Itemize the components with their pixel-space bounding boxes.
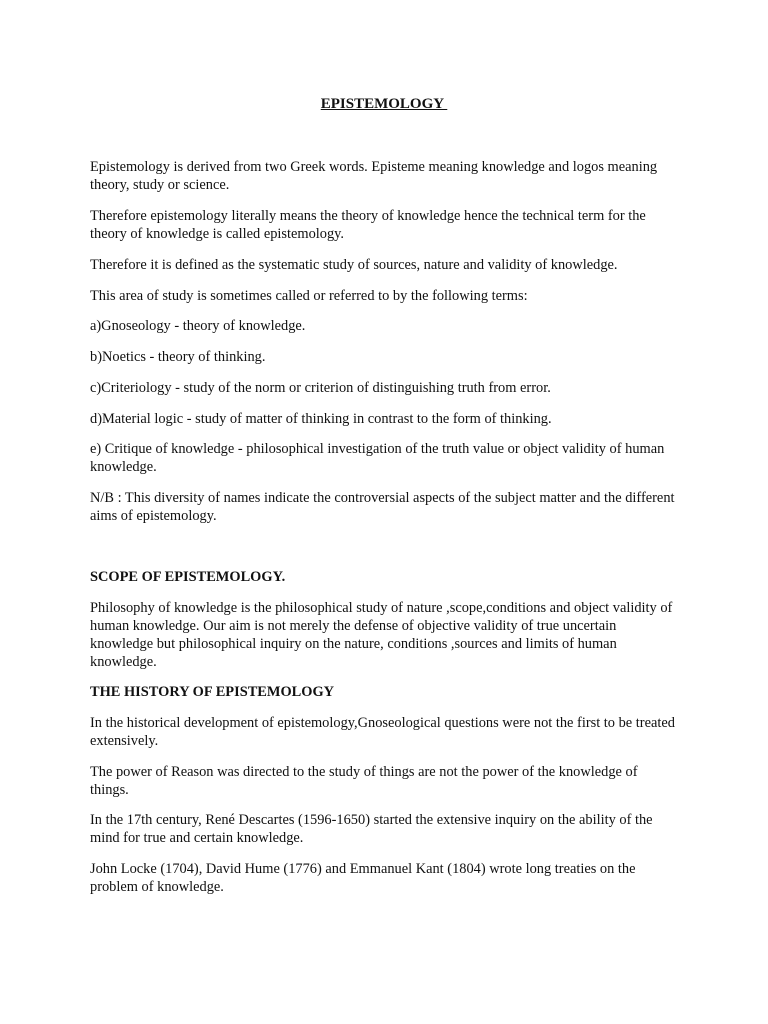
scope-heading: SCOPE OF EPISTEMOLOGY. bbox=[90, 569, 286, 585]
page-title: EPISTEMOLOGY bbox=[320, 96, 448, 112]
term-item-b: b)Noetics - theory of thinking. bbox=[90, 349, 266, 365]
intro-paragraph-2: Therefore epistemology literally means the theory of knowledge hence the technical term for the theory of knowledge is called epistemology. bbox=[90, 208, 646, 242]
history-heading: THE HISTORY OF EPISTEMOLOGY bbox=[90, 684, 335, 700]
intro-paragraph-1: Epistemology is derived from two Greek words. Episteme meaning knowledge and logos meaning theory, study or science. bbox=[90, 159, 658, 193]
term-item-e: e) Critique of knowledge - philosophical investigation of the truth value or object validity of human knowledge. bbox=[90, 441, 665, 475]
history-paragraph-3: In the 17th century, René Descartes (1596-1650) started the extensive inquiry on the ability of the mind for true and certain knowledge. bbox=[90, 812, 653, 846]
note-paragraph: N/B : This diversity of names indicate the controversial aspects of the subject matter and the different aims of epistemology. bbox=[90, 490, 675, 524]
history-paragraph-1: In the historical development of epistemology,Gnoseological questions were not the first to be treated extensively. bbox=[90, 715, 675, 749]
history-paragraph-4: John Locke (1704), David Hume (1776) and Emmanuel Kant (1804) wrote long treaties on the problem of knowledge. bbox=[90, 861, 636, 895]
term-item-a: a)Gnoseology - theory of knowledge. bbox=[90, 318, 306, 334]
term-item-d: d)Material logic - study of matter of thinking in contrast to the form of thinking. bbox=[90, 411, 552, 427]
scope-paragraph: Philosophy of knowledge is the philosophical study of nature ,scope,conditions and object validity of human knowledge. Our aim is not merely the defense of objective validity of true uncertain knowledge but philosophical inquiry on the nature, conditions ,sources and limits of human knowledge. bbox=[90, 600, 673, 670]
history-paragraph-2: The power of Reason was directed to the study of things are not the power of the knowledge of things. bbox=[90, 764, 638, 798]
intro-paragraph-4: This area of study is sometimes called or referred to by the following terms: bbox=[90, 288, 528, 304]
intro-paragraph-3: Therefore it is defined as the systematic study of sources, nature and validity of knowledge. bbox=[90, 257, 618, 273]
term-item-c: c)Criteriology - study of the norm or criterion of distinguishing truth from error. bbox=[90, 380, 551, 396]
